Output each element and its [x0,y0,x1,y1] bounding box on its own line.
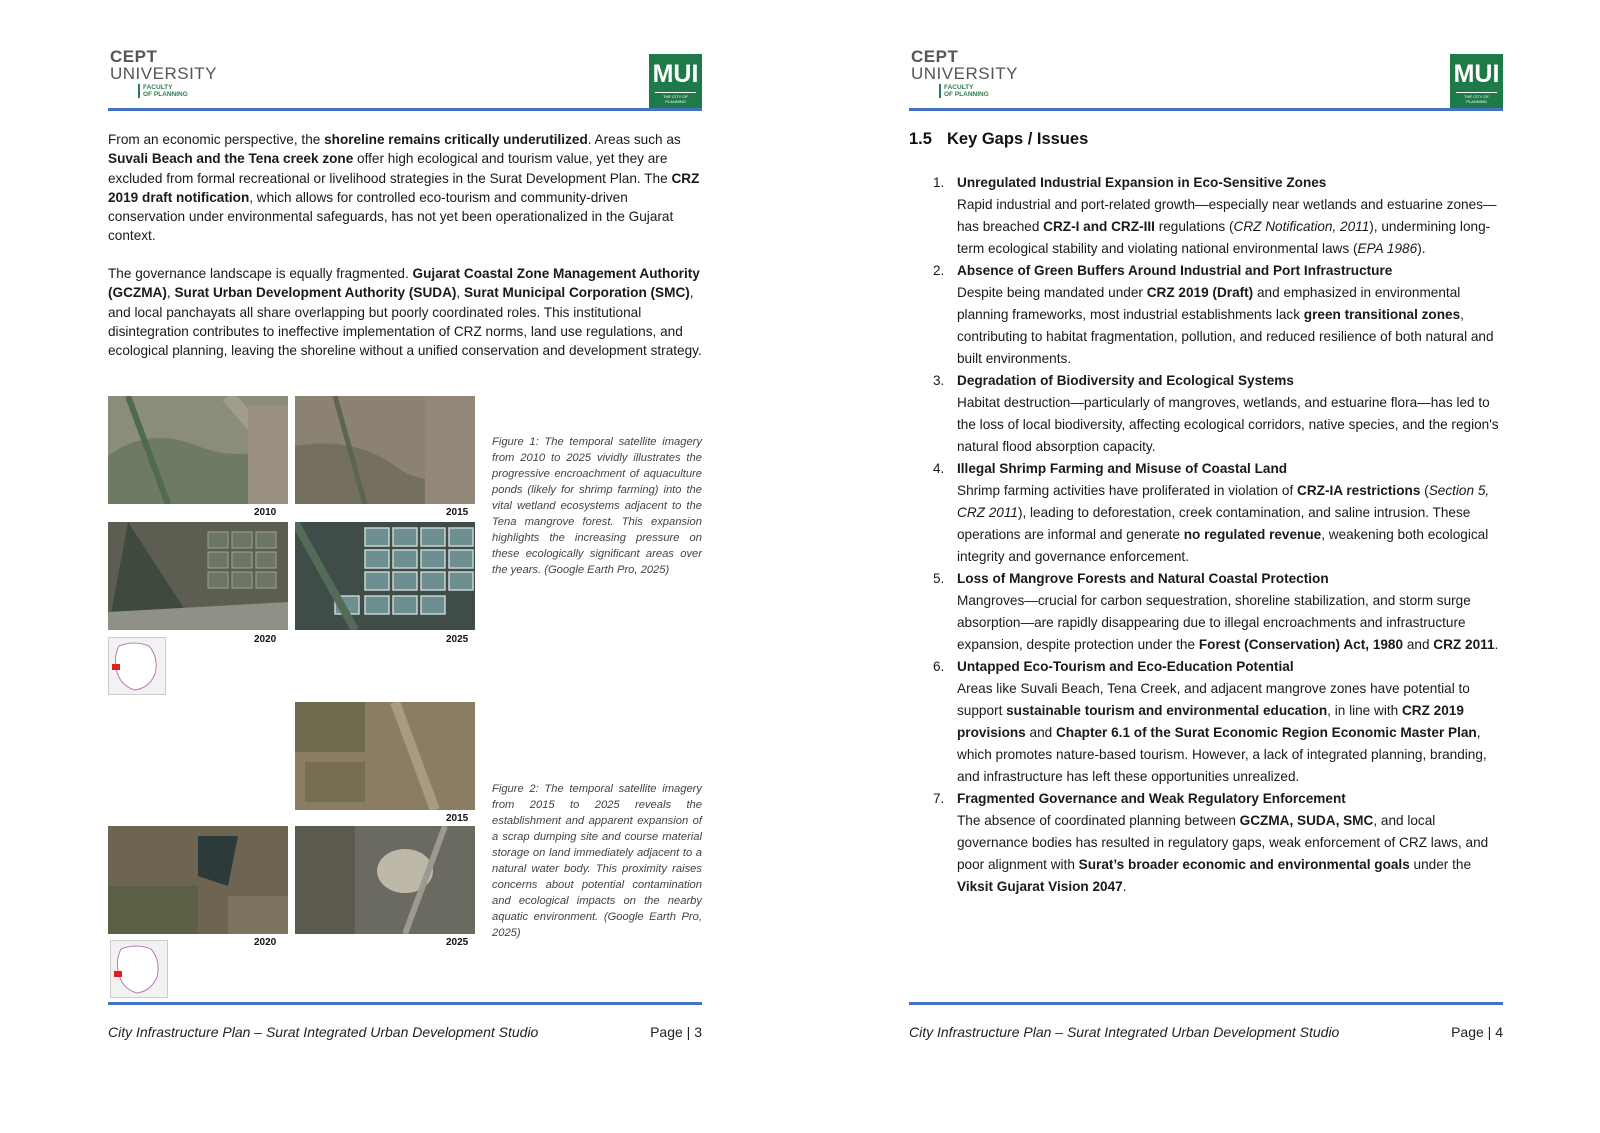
satellite-image-2020 [108,522,288,630]
list-item-title: Unregulated Industrial Expansion in Eco-Sensitive Zones [957,175,1327,190]
year-label: 2015 [446,507,469,518]
list-item-body: The absence of coordinated planning between GCZMA, SUDA, SMC, and local governance bodies has resulted in regulatory gaps, weak enforcement of CRZ laws, and poor alignment with Surat’s broader economic and environmental goals under the Viksit Gujarat Vision 2047. [957,813,1489,894]
page-footer [909,1024,1503,1040]
mui-logo: MUI THE CITY OF PLANNING [649,54,702,108]
list-item-title: Illegal Shrimp Farming and Misuse of Coastal Land [957,461,1288,476]
page-3 [108,0,702,1133]
year-label: 2025 [446,634,469,645]
satellite-image-2025 [295,522,475,630]
list-item [909,458,1503,568]
governance-paragraph: The governance landscape is equally fragmented. Gujarat Coastal Zone Management Authority (GCZMA), Surat Urban Development Authority (SUDA), Surat Municipal Corporation (SMC), and local panchayats all share overlapping but poorly coordinated roles. This institutional disintegration contributes to ineffective implementation of CRZ norms, land use regulations, and ecological planning, leaving the shoreline without a unified conservation and development strategy. [108,266,702,359]
list-item-body: Shrimp farming activities have proliferated in violation of CRZ-IA restrictions (Section 5, CRZ 2011), leading to deforestation, creek contamination, and saline intrusion. These operations are informal and generate no regulated revenue, weakening both ecological integrity and governance enforcement. [957,483,1490,564]
list-item [909,656,1503,788]
key-gaps-list [909,172,1503,898]
mui-logo: MUI THE CITY OF PLANNING [1450,54,1503,108]
list-item-number: 7. [933,791,945,806]
cept-university-logo: CEPT UNIVERSITY FACULTY OF PLANNING [110,47,218,98]
list-item-title: Absence of Green Buffers Around Industrial and Port Infrastructure [957,263,1393,278]
section-title: Key Gaps / Issues [947,130,1089,148]
list-item-body: Habitat destruction—particularly of mangroves, wetlands, and estuarine flora—has led to the loss of local biodiversity, affecting ecological corridors, native species, and the region's natural flood absorption capacity. [957,395,1499,454]
year-label: 2020 [254,634,277,645]
list-item-number: 1. [933,175,945,190]
satellite-image-2020 [108,826,288,934]
satellite-image-2025 [295,826,475,934]
location-map [110,940,168,998]
list-item [909,172,1503,260]
location-map [108,637,166,695]
page-footer [108,1024,702,1040]
page-header [108,46,702,112]
list-item [909,788,1503,898]
figure-2-caption: Figure 2: The temporal satellite imagery from 2015 to 2025 reveals the establishment and apparent expansion of a scrap dumping site and course material storage on land immediately adjacent to a natural water body. This proximity raises concerns about potential contamination and ecological impacts on the nearby aquatic environment. (Google Earth Pro, 2025) [492,783,702,939]
list-item-number: 6. [933,659,945,674]
footer-rule [909,1002,1503,1005]
header-rule [909,108,1503,111]
year-label: 2020 [254,937,277,948]
economic-paragraph: From an economic perspective, the shoreline remains critically underutilized. Areas such as Suvali Beach and the Tena creek zone offer high ecological and tourism value, yet they are excluded from formal recreational or livelihood strategies in the Surat Development Plan. The CRZ 2019 draft notification, which allows for controlled eco-tourism and community-driven conservation under environmental safeguards, has not yet been operationalized in the Gujarat context. [108,132,700,244]
list-item [909,370,1503,458]
year-label: 2015 [446,813,469,824]
year-label: 2025 [446,937,469,948]
list-item-body: Areas like Suvali Beach, Tena Creek, and adjacent mangrove zones have potential to support sustainable tourism and environmental education, in line with CRZ 2019 provisions and Chapter 6.1 of the Surat Economic Region Economic Master Plan, which promotes nature-based tourism. However, a lack of integrated planning, branding, and infrastructure has left these opportunities unrealized. [957,681,1487,784]
list-item-title: Fragmented Governance and Weak Regulatory Enforcement [957,791,1346,806]
header-rule [108,108,702,111]
list-item-title: Loss of Mangrove Forests and Natural Coastal Protection [957,571,1329,586]
footer-title: City Infrastructure Plan – Surat Integrated Urban Development Studio [909,1024,1340,1040]
footer-title: City Infrastructure Plan – Surat Integrated Urban Development Studio [108,1024,539,1040]
page-header [909,46,1503,112]
page-number: Page | 4 [1451,1024,1503,1040]
list-item-title: Degradation of Biodiversity and Ecological Systems [957,373,1294,388]
satellite-image-2010 [108,396,288,504]
cept-university-logo: CEPT UNIVERSITY FACULTY OF PLANNING [911,47,1019,98]
footer-rule [108,1002,702,1005]
list-item-body: Mangroves—crucial for carbon sequestration, shoreline stabilization, and storm surge absorption—are rapidly disappearing due to illegal encroachments and infrastructure expansion, despite protection under the Forest (Conservation) Act, 1980 and CRZ 2011. [957,593,1499,652]
section-heading [909,130,1088,149]
list-item [909,260,1503,370]
list-item-number: 3. [933,373,945,388]
list-item [909,568,1503,656]
list-item-title: Untapped Eco-Tourism and Eco-Education Potential [957,659,1294,674]
page-number: Page | 3 [650,1024,702,1040]
satellite-image-2015 [295,702,475,810]
list-item-number: 5. [933,571,945,586]
figure-1-caption: Figure 1: The temporal satellite imagery from 2010 to 2025 vividly illustrates the progressive encroachment of aquaculture ponds (likely for shrimp farming) into the vital wetland ecosystems adjacent to the Tena mangrove forest. This expansion highlights the increasing pressure on these ecologically significant areas over the years. (Google Earth Pro, 2025) [492,436,702,576]
list-item-body: Rapid industrial and port-related growth—especially near wetlands and estuarine zones—has breached CRZ-I and CRZ-III regulations (CRZ Notification, 2011), undermining long-term ecological stability and violating national environmental laws (EPA 1986). [957,197,1497,256]
list-item-number: 2. [933,263,945,278]
satellite-image-2015 [295,396,475,504]
list-item-body: Despite being mandated under CRZ 2019 (Draft) and emphasized in environmental planning frameworks, most industrial establishments lack green transitional zones, contributing to habitat fragmentation, pollution, and reduced resilience of both natural and built environments. [957,285,1494,366]
page-4 [909,0,1503,1133]
section-number: 1.5 [909,130,932,148]
year-label: 2010 [254,507,277,518]
list-item-number: 4. [933,461,945,476]
